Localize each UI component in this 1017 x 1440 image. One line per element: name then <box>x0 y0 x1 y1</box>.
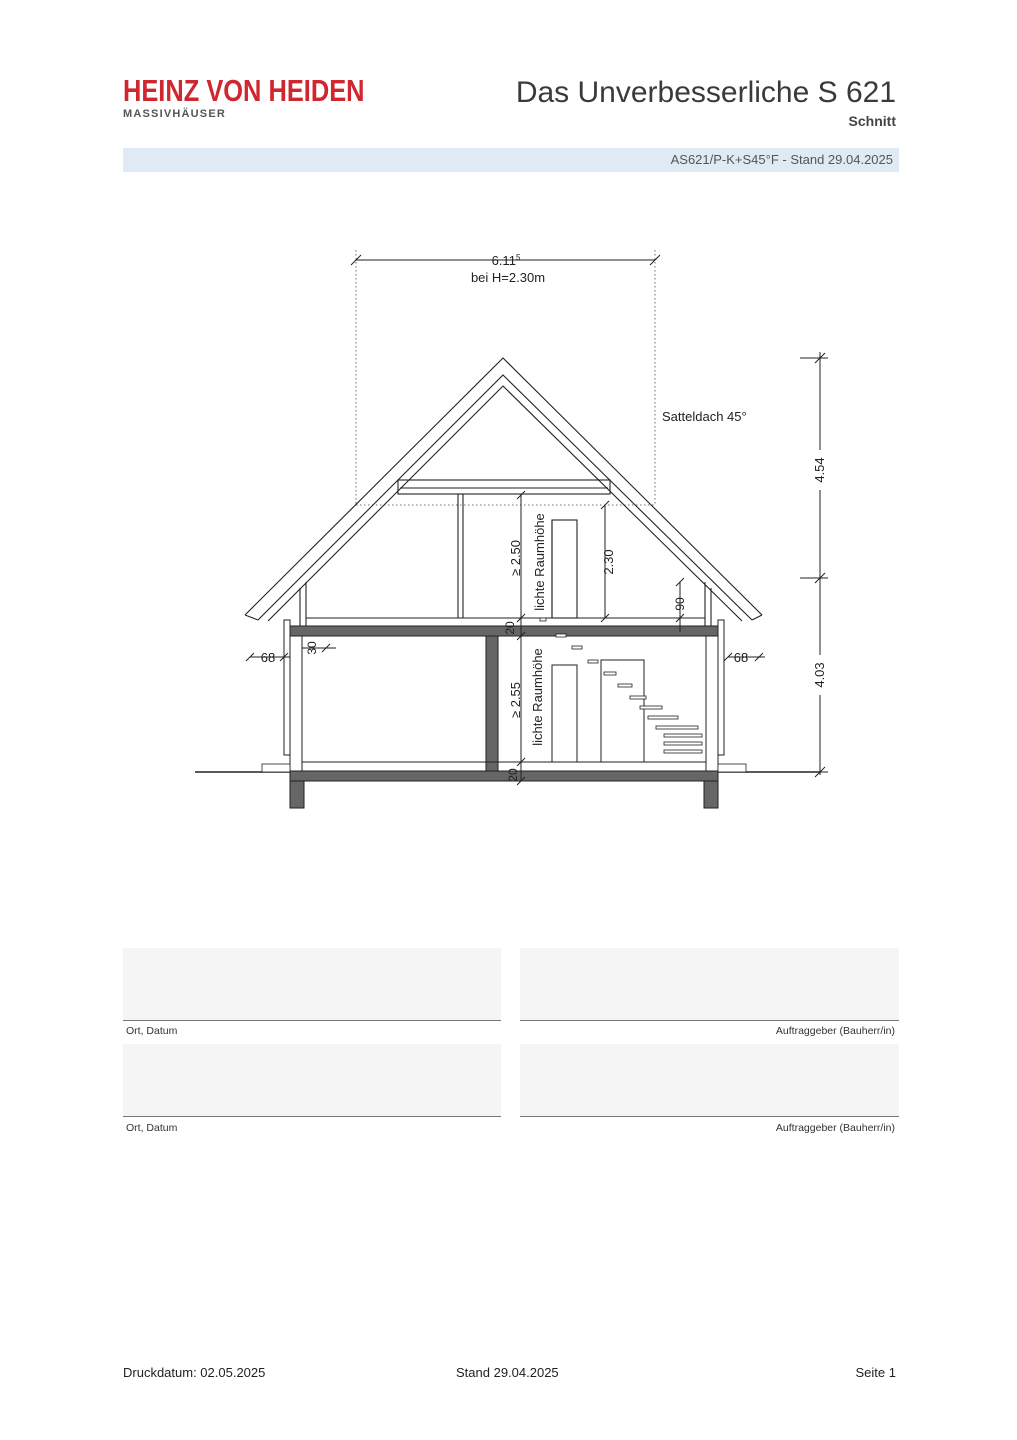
room-height-lower: ≥ 2.55 <box>508 681 523 719</box>
wall-left-value: 68 <box>260 650 276 665</box>
signature-field-client-1[interactable] <box>520 948 899 1021</box>
plan-code: AS621/P-K+S45°F - Stand 29.04.2025 <box>670 152 893 167</box>
client-label-2: Auftraggeber (Bauherr/in) <box>775 1122 895 1134</box>
height-upper-value: 4.54 <box>812 457 827 483</box>
room-height-lower-label: lichte Raumhöhe <box>530 648 545 746</box>
page-subtitle: Schnitt <box>848 113 896 129</box>
roof-label: Satteldach 45° <box>662 409 747 424</box>
top-width-note: bei H=2.30m <box>470 270 546 285</box>
print-date: Druckdatum: 02.05.2025 <box>123 1365 266 1380</box>
place-date-label-2: Ort, Datum <box>126 1122 178 1134</box>
stand-date: Stand 29.04.2025 <box>456 1365 559 1380</box>
room-height-upper: ≥ 2.50 <box>508 539 523 577</box>
knee-height-value: 2.30 <box>601 549 616 575</box>
signature-field-client-2[interactable] <box>520 1044 899 1117</box>
offset-left-value: 30 <box>305 641 319 655</box>
room-height-upper-label: lichte Raumhöhe <box>532 513 547 611</box>
signature-field-place-date-1[interactable] <box>123 948 501 1021</box>
slab-upper-value: 20 <box>503 621 517 635</box>
logo-wordmark: HEINZ VON HEIDEN <box>123 73 365 108</box>
slab-lower-value: 20 <box>506 768 520 782</box>
wall-right-value: 68 <box>733 650 749 665</box>
page-title: Das Unverbesserliche S 621 <box>515 76 896 109</box>
client-label-1: Auftraggeber (Bauherr/in) <box>775 1025 895 1037</box>
logo-tagline: MASSIVHÄUSER <box>123 108 227 120</box>
height-lower-value: 4.03 <box>812 662 827 688</box>
knee-wall-value: 90 <box>673 597 687 611</box>
place-date-label-1: Ort, Datum <box>126 1025 178 1037</box>
top-width-value: 6.11$^5$ <box>491 253 521 268</box>
page-number: Seite 1 <box>855 1365 896 1380</box>
signature-field-place-date-2[interactable] <box>123 1044 501 1117</box>
